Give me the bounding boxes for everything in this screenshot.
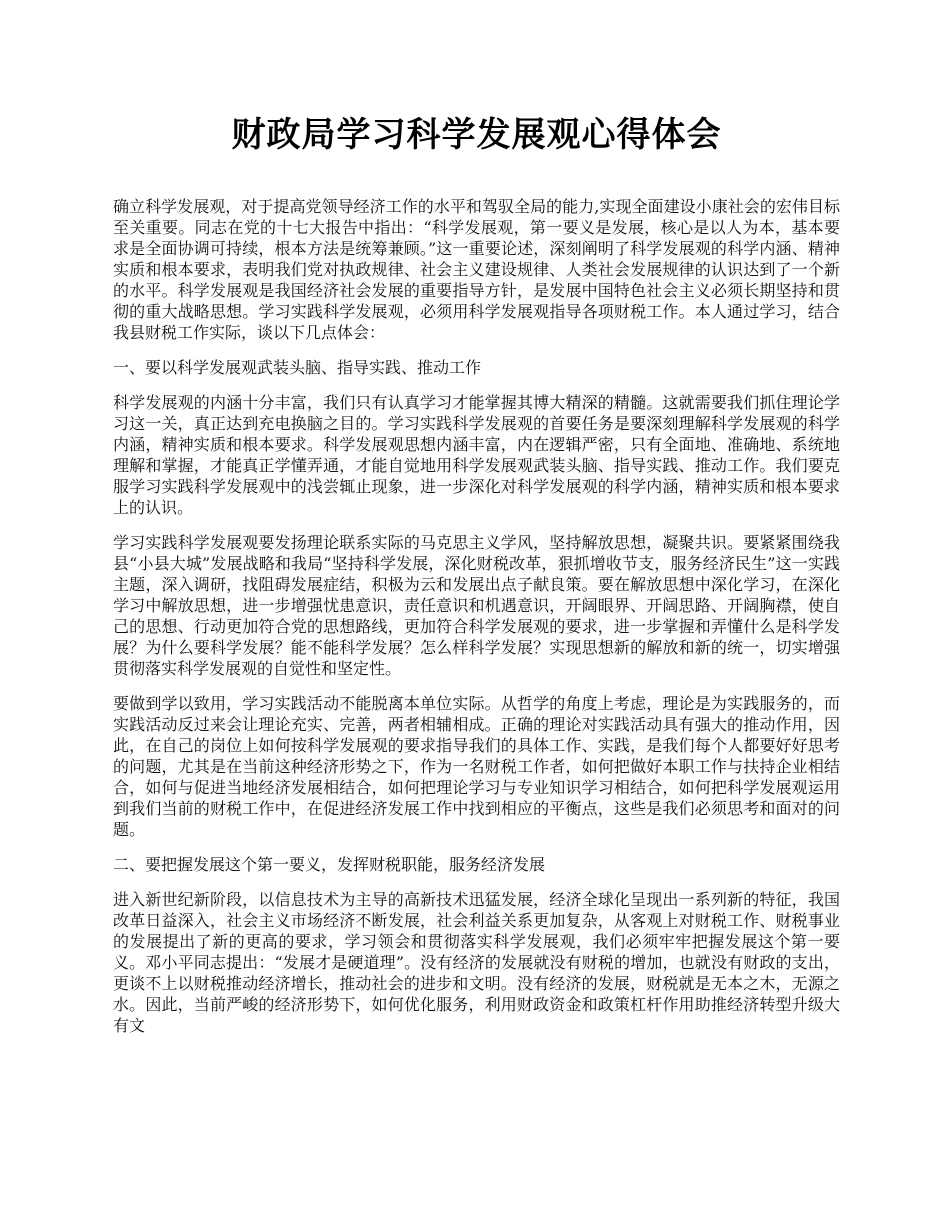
paragraph-intro: 确立科学发展观，对于提高党领导经济工作的水平和驾驭全局的能力,实现全面建设小康社会的宏伟目标至关重要。同志在党的十七大报告中指出：“科学发展观，第一要义是发展，核心是以人为本，基本要求是全面协调可持续，根本方法是统筹兼顾。”这一重要论述，深刻阐明了科学发展观的科学内涵、精神实质和根本要求，表明我们党对执政规律、社会主义建设规律、人类社会发展规律的认识达到了一个新的水平。科学发展观是我国经济社会发展的重要指导方针，是发展中国特色社会主义必须长期坚持和贯彻的重大战略思想。学习实践科学发展观，必须用科学发展观指导各项财税工作。本人通过学习，结合我县财税工作实际，谈以下几点体会：	[113, 197, 840, 342]
document-title: 财政局学习科学发展观心得体会	[231, 115, 722, 155]
paragraph-section2-1: 进入新世纪新阶段，以信息技术为主导的高新技术迅猛发展，经济全球化呈现出一系列新的特征，我国改革日益深入，社会主义市场经济不断发展，社会利益关系更加复杂，从客观上对财税工作、财税事业的发展提出了新的更高的要求，学习领会和贯彻落实科学发展观，我们必须牢牢把握发展这个第一要义。邓小平同志提出：“发展才是硬道理”。没有经济的发展就没有财税的增加，也就没有财政的支出，更谈不上以财税推动经济增长，推动社会的进步和文明。没有经济的发展，财税就是无本之木，无源之水。因此，当前严峻的经济形势下，如何优化服务，利用财政资金和政策杠杆作用助推经济转型升级大有文	[113, 890, 840, 1035]
document-page	[113, 110, 840, 1050]
paragraph-section1-3: 要做到学以致用，学习实践活动不能脱离本单位实际。从哲学的角度上考虑，理论是为实践服务的，而实践活动反过来会让理论充实、完善，两者相辅相成。正确的理论对实践活动具有强大的推动作用，因此，在自己的岗位上如何按科学发展观的要求指导我们的具体工作、实践，是我们每个人都要好好思考的问题，尤其是在当前这种经济形势之下，作为一名财税工作者，如何把做好本职工作与扶持企业相结合，如何与促进当地经济发展相结合，如何把理论学习与专业知识学习相结合，如何把科学发展观运用到我们当前的财税工作中，在促进经济发展工作中找到相应的平衡点，这些是我们必须思考和面对的问题。	[113, 694, 840, 839]
paragraph-section1-2: 学习实践科学发展观要发扬理论联系实际的马克思主义学风，坚持解放思想，凝聚共识。要紧紧围绕我县“小县大城”发展战略和我局“坚持科学发展，深化财税改革，狠抓增收节支，服务经济民生”这一实践主题，深入调研，找阻碍发展症结，积极为云和发展出点子献良策。要在解放思想中深化学习，在深化学习中解放思想，进一步增强忧患意识，责任意识和机遇意识，开阔眼界、开阔思路、开阔胸襟，使自己的思想、行动更加符合党的思想路线，更加符合科学发展观的要求，进一步掌握和弄懂什么是科学发展？为什么要科学发展？能不能科学发展？怎么样科学发展？实现思想新的解放和新的统一，切实增强贯彻落实科学发展观的自觉性和坚定性。	[113, 533, 840, 678]
section-heading-1: 一、要以科学发展观武装头脑、指导实践、推动工作	[113, 358, 482, 377]
section-heading-2: 二、要把握发展这个第一要义，发挥财税职能，服务经济发展	[113, 855, 546, 874]
paragraph-section1-1: 科学发展观的内涵十分丰富，我们只有认真学习才能掌握其博大精深的精髓。这就需要我们抓住理论学习这一关，真正达到充电换脑之目的。学习实践科学发展观的首要任务是要深刻理解科学发展观的科学内涵，精神实质和根本要求。科学发展观思想内涵丰富，内在逻辑严密，只有全面地、准确地、系统地理解和掌握，才能真正学懂弄通，才能自觉地用科学发展观武装头脑、指导实践、推动工作。我们要克服学习实践科学发展观中的浅尝辄止现象，进一步深化对科学发展观的科学内涵，精神实质和根本要求上的认识。	[113, 393, 840, 517]
